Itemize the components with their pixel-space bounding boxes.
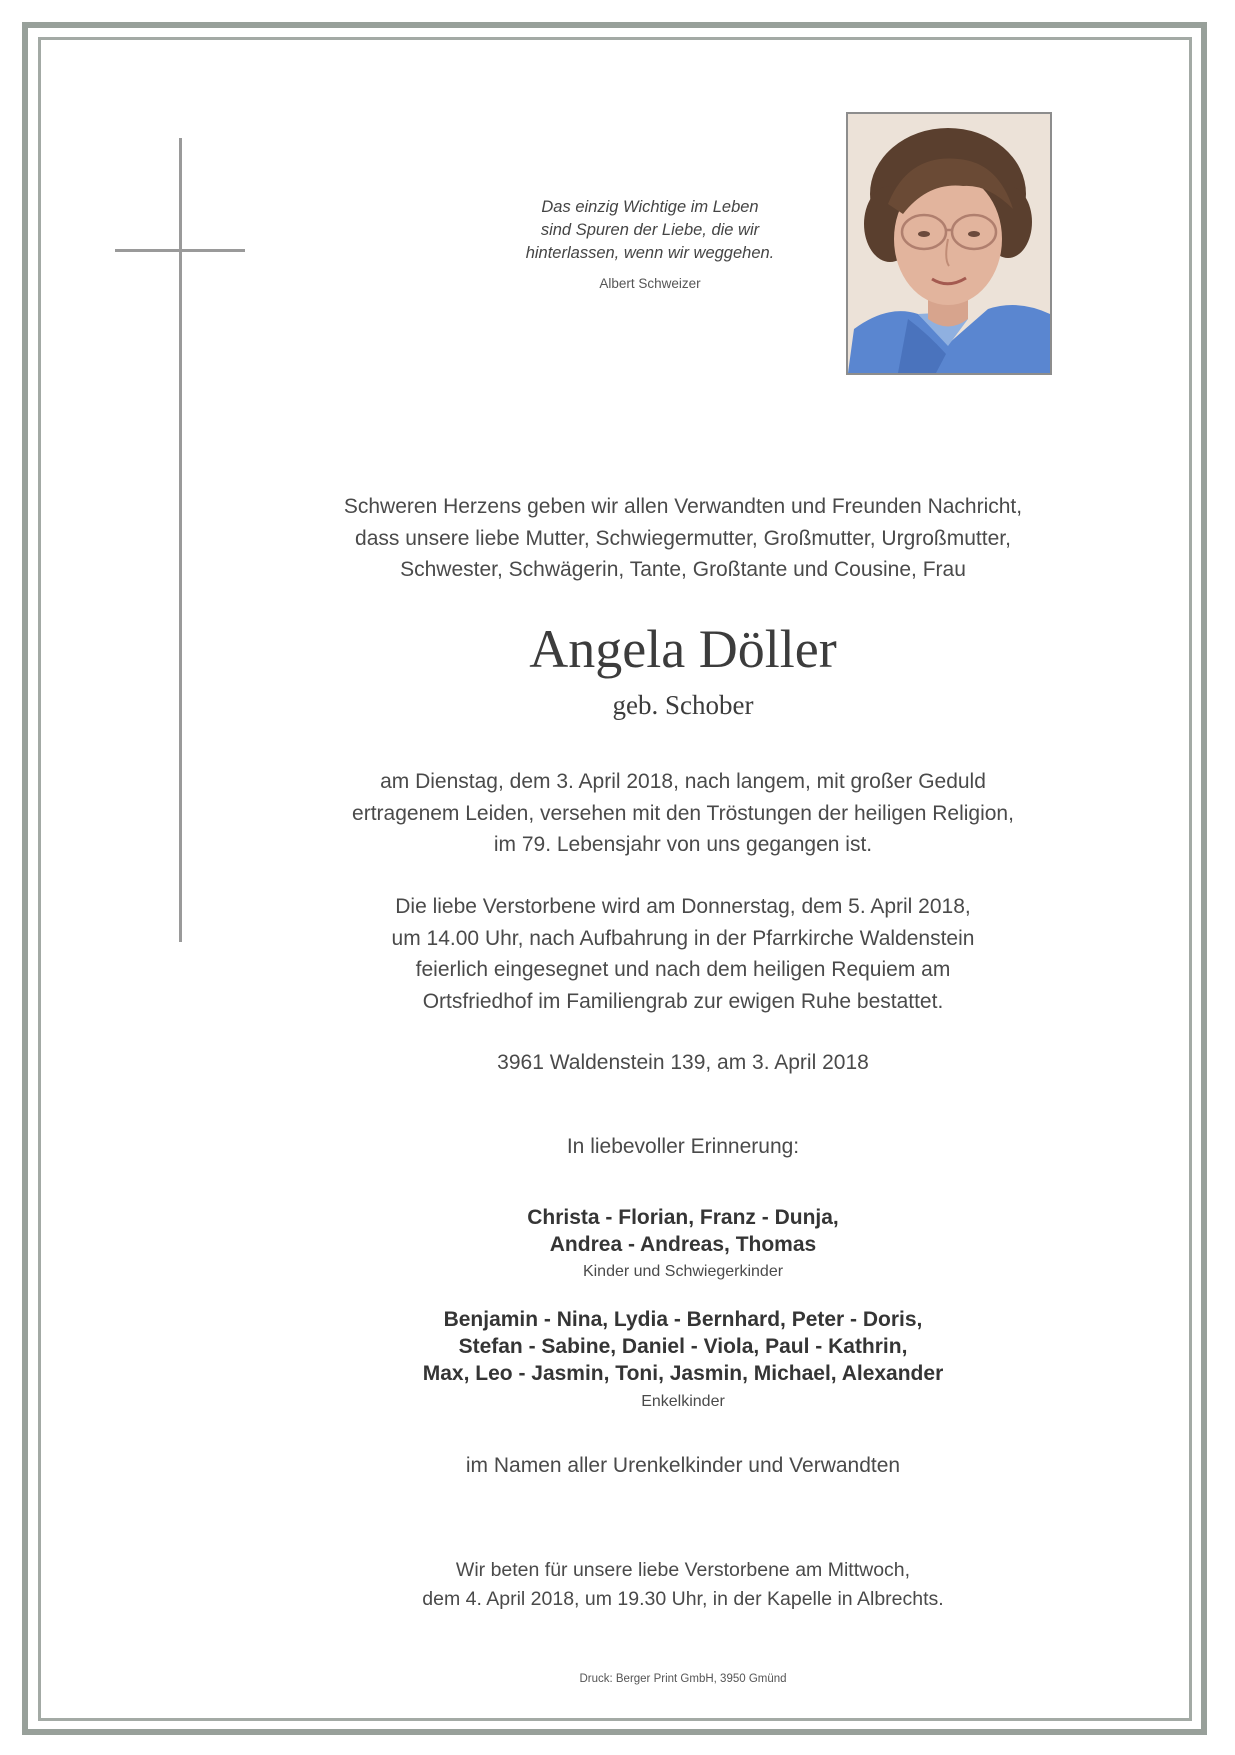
intro-line: Schweren Herzens geben wir allen Verwandten und Freunden Nachricht,: [343, 495, 1023, 518]
quote-line: Das einzig Wichtige im Leben: [541, 198, 759, 216]
cross-vertical-beam: [179, 138, 182, 942]
funeral-details: [240, 891, 1126, 1017]
death-line: am Dienstag, dem 3. April 2018, nach langem, mit großer Geduld: [380, 770, 986, 793]
children-names: [240, 1204, 1126, 1258]
children-line: Christa - Florian, Franz - Dunja,: [527, 1206, 839, 1229]
quote: [470, 196, 830, 265]
cross-horizontal-beam: [115, 249, 245, 252]
maiden-name: geb. Schober: [612, 690, 754, 720]
deceased-name: Angela Döller: [529, 619, 837, 679]
quote-line: hinterlassen, wenn wir weggehen.: [525, 244, 775, 262]
grandchildren-names: [240, 1306, 1126, 1387]
memory-heading: In liebevoller Erinnerung:: [566, 1135, 800, 1158]
grandchildren-line: Stefan - Sabine, Daniel - Viola, Paul - Kathrin,: [458, 1335, 908, 1358]
funeral-line: feierlich eingesegnet und nach dem heiligen Requiem am: [415, 958, 951, 981]
funeral-line: Ortsfriedhof im Familiengrab zur ewigen Ruhe bestattet.: [422, 989, 944, 1013]
portrait-photo: [846, 112, 1052, 375]
grandchildren-line: Max, Leo - Jasmin, Toni, Jasmin, Michael, Alexander: [422, 1362, 944, 1385]
death-line: im 79. Lebensjahr von uns gegangen ist.: [493, 833, 873, 856]
prayer-notice: [240, 1556, 1126, 1614]
grandchildren-line: Benjamin - Nina, Lydia - Bernhard, Peter - Doris,: [443, 1308, 923, 1331]
intro-line: dass unsere liebe Mutter, Schwiegermutter, Großmutter, Urgroßmutter,: [355, 526, 1011, 550]
quote-author: Albert Schweizer: [599, 276, 701, 291]
children-label: Kinder und Schwiegerkinder: [582, 1263, 784, 1280]
children-line: Andrea - Andreas, Thomas: [549, 1233, 817, 1256]
funeral-line: um 14.00 Uhr, nach Aufbahrung in der Pfarrkirche Waldenstein: [391, 926, 975, 950]
grandchildren-label: Enkelkinder: [641, 1393, 725, 1410]
funeral-line: Die liebe Verstorbene wird am Donnerstag, dem 5. April 2018,: [395, 895, 971, 918]
place-date: 3961 Waldenstein 139, am 3. April 2018: [497, 1051, 869, 1074]
intro-line: Schwester, Schwägerin, Tante, Großtante und Cousine, Frau: [400, 558, 966, 581]
death-notice: [240, 766, 1126, 861]
printer-credit: Druck: Berger Print GmbH, 3950 Gmünd: [579, 1673, 787, 1685]
portrait-illustration: [848, 114, 1050, 373]
death-line: ertragenem Leiden, versehen mit den Tröstungen der heiligen Religion,: [352, 801, 1014, 825]
on-behalf-line: im Namen aller Urenkelkinder und Verwandten: [465, 1454, 901, 1477]
announcement-intro: [240, 491, 1126, 586]
prayer-line: Wir beten für unsere liebe Verstorbene am Mittwoch,: [455, 1559, 911, 1581]
prayer-line: dem 4. April 2018, um 19.30 Uhr, in der Kapelle in Albrechts.: [422, 1588, 944, 1610]
quote-line: sind Spuren der Liebe, die wir: [540, 221, 760, 239]
